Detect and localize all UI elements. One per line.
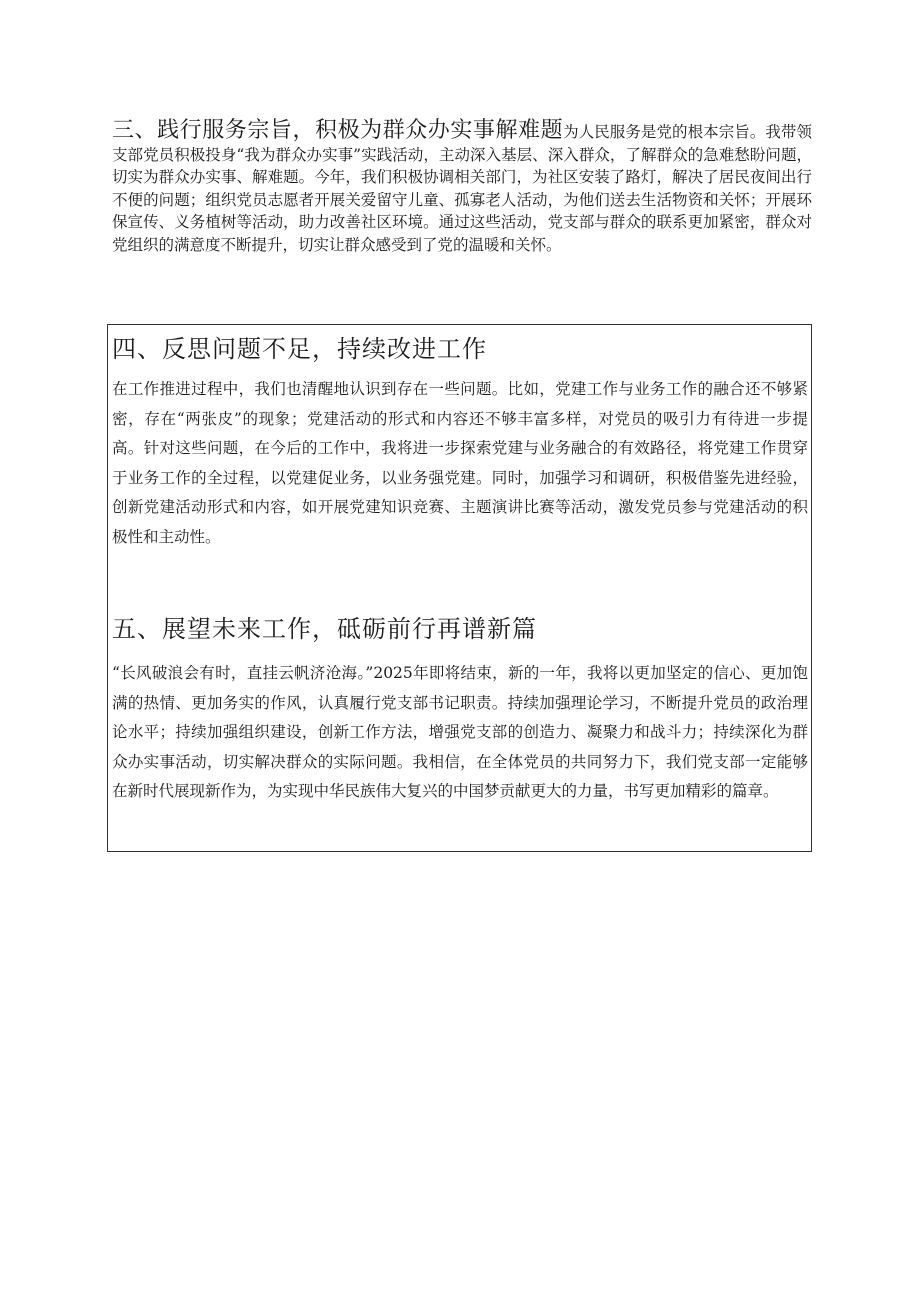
section-five-heading: 五、展望未来工作，砥砺前行再谱新篇 [112,615,537,643]
section-four-body: 在工作推进过程中，我们也清醒地认识到存在一些问题。比如，党建工作与业务工作的融合还不够紧密，存在“两张皮”的现象；党建活动的形式和内容还不够丰富多样，对党员的吸引力有待进一步提高。针对这些问题，在今后的工作中，我将进一步探索党建与业务融合的有效路径，将党建工作贯穿于业务工作的全过程，以党建促业务，以业务强党建。同时，加强学习和调研，积极借鉴先进经验，创新党建活动形式和内容，如开展党建知识竞赛、主题演讲比赛等活动，激发党员参与党建活动的积极性和主动性。 [112,380,808,546]
bordered-text-box [107,324,812,852]
section-three-paragraph [112,120,812,256]
section-four-heading: 四、反思问题不足，持续改进工作 [112,335,487,363]
section-three [112,120,812,256]
section-three-body: 为人民服务是党的根本宗旨。我带领支部党员积极投身“我为群众办实事”实践活动，主动深入基层、深入群众，了解群众的急难愁盼问题，切实为群众办实事、解难题。今年，我们积极协调相关部门，为社区安装了路灯，解决了居民夜间出行不便的问题；组织党员志愿者开展关爱留守儿童、孤寡老人活动，为他们送去生活物资和关怀；开展环保宣传、义务植树等活动，助力改善社区环境。通过这些活动，党支部与群众的联系更加紧密，群众对党组织的满意度不断提升，切实让群众感受到了党的温暖和关怀。 [112,123,812,254]
section-three-heading: 三、践行服务宗旨，积极为群众办实事解难题 [112,118,564,143]
section-five-body: “长风破浪会有时，直挂云帆济沧海。”2025年即将结束，新的一年，我将以更加坚定的信心、更加饱满的热情、更加务实的作风，认真履行党支部书记职责。持续加强理论学习，不断提升党员的政治理论水平；持续加强组织建设，创新工作方法，增强党支部的创造力、凝聚力和战斗力；持续深化为群众办实事活动，切实解决群众的实际问题。我相信，在全体党员的共同努力下，我们党支部一定能够在新时代展现新作为，为实现中华民族伟大复兴的中国梦贡献更大的力量，书写更加精彩的篇章。 [112,664,808,800]
